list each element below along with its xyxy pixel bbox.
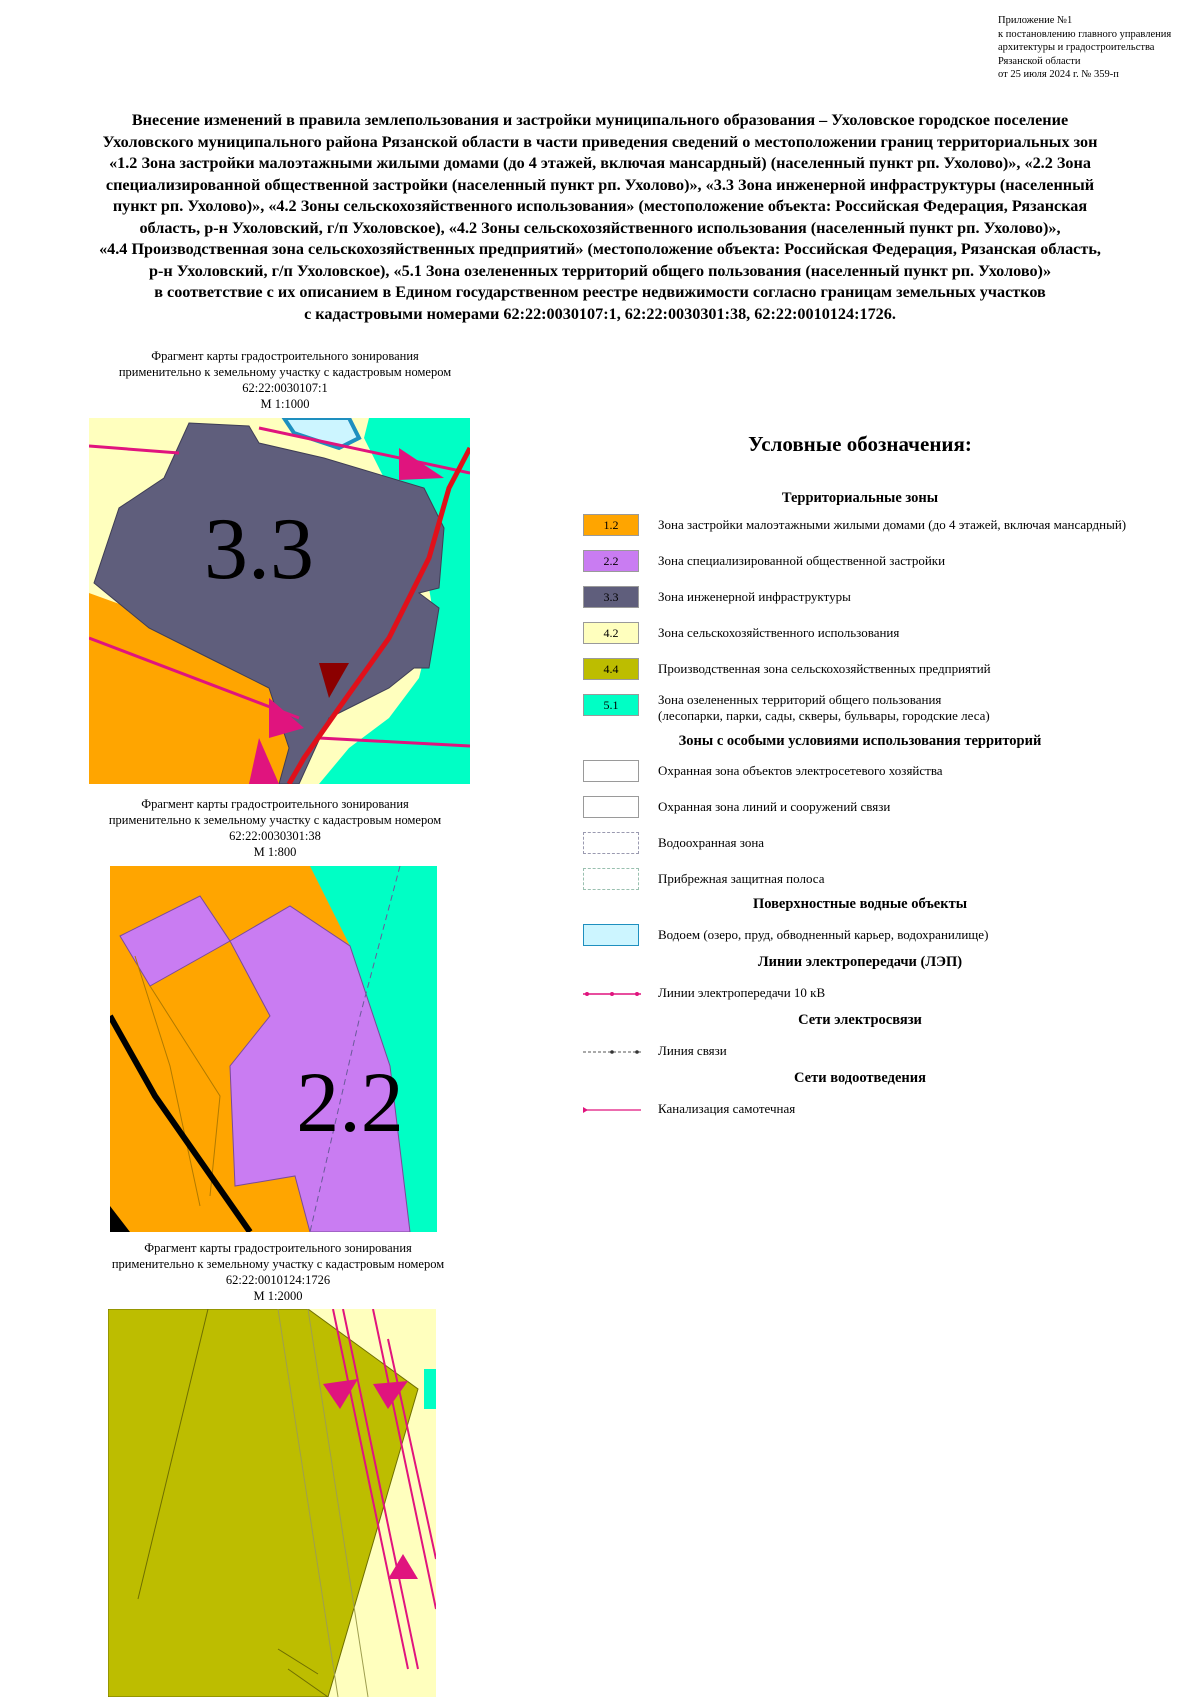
caption-line: Фрагмент карты градостроительного зонирования xyxy=(151,349,419,363)
zoning-map-fragment-3 xyxy=(108,1309,436,1697)
telecom-line-symbol xyxy=(583,1048,641,1056)
appendix-line: Приложение №1 xyxy=(998,15,1073,26)
appendix-line: к постановлению главного управления xyxy=(998,28,1172,40)
caption-scale: М 1:2000 xyxy=(253,1289,303,1303)
caption-scale: М 1:1000 xyxy=(260,397,310,411)
legend-label: Линия связи xyxy=(658,1043,727,1058)
title-line: р-н Ухоловский, г/п Ухоловское), «5.1 Зона озелененных территорий общего пользования (населенный пункт рп. Ухолово)» xyxy=(148,261,1052,280)
legend-item-zone-4-4 xyxy=(583,658,1183,684)
legend-swatch xyxy=(583,796,639,818)
legend-item-telecom-line xyxy=(583,1040,1183,1066)
title-line: «4.4 Производственная зона сельскохозяйственных предприятий» (местоположение объекта: Российская Федерация, Рязанская область, xyxy=(99,240,1101,258)
document-title xyxy=(40,110,1160,325)
legend-label: Зона инженерной инфраструктуры xyxy=(658,589,851,604)
caption-cadastral: 62:22:0030301:38 xyxy=(229,829,321,843)
title-line: пункт рп. Ухолово)», «4.2 Зоны сельскохозяйственного использования» (местоположение объекта: Российская Федерация, Рязанская xyxy=(112,197,1088,215)
fragment-caption-1 xyxy=(75,348,495,412)
caption-line: применительно к земельному участку с кадастровым номером xyxy=(111,1257,445,1271)
zoning-map-fragment-2 xyxy=(110,866,437,1232)
legend-label: Охранная зона объектов электросетевого хозяйства xyxy=(658,763,943,778)
zone-label-2-2: 2.2 xyxy=(296,1054,404,1150)
zoning-map-fragment-1 xyxy=(89,418,470,784)
caption-cadastral: 62:22:0010124:1726 xyxy=(225,1273,331,1287)
fragment-caption-3 xyxy=(68,1240,488,1304)
zone-label-3-3: 3.3 xyxy=(204,501,314,598)
legend-label: Линии электропередачи 10 кВ xyxy=(658,985,826,1000)
legend-label xyxy=(658,692,990,724)
caption-line: Фрагмент карты градостроительного зонирования xyxy=(141,797,409,811)
legend-label-line: Зона озелененных территорий общего пользования xyxy=(658,692,942,707)
legend-swatch xyxy=(583,760,639,782)
legend-label: Зона специализированной общественной застройки xyxy=(658,553,946,568)
map-1-svg xyxy=(89,418,470,784)
legend-item-telecom-protection-zone xyxy=(583,796,1183,822)
legend-label: Водоем (озеро, пруд, обводненный карьер, водохранилище) xyxy=(658,927,989,942)
legend-label: Зона застройки малоэтажными жилыми домами (до 4 этажей, включая мансардный) xyxy=(658,517,1127,532)
appendix-line: архитектуры и градостроительства xyxy=(998,42,1155,53)
legend-section-water: Поверхностные водные объекты xyxy=(752,896,968,912)
legend-item-zone-2-2 xyxy=(583,550,1183,576)
fragment-caption-2 xyxy=(65,796,485,860)
legend-section-power: Линии электропередачи (ЛЭП) xyxy=(757,954,963,970)
legend-item-zone-3-3 xyxy=(583,586,1183,612)
legend-item-coastal-strip xyxy=(583,868,1183,894)
title-line: с кадастровыми номерами 62:22:0030107:1, 62:22:0030301:38, 62:22:0010124:1726. xyxy=(304,304,896,323)
legend-swatch xyxy=(583,832,639,854)
legend-item-zone-1-2 xyxy=(583,514,1183,540)
appendix-line: от 25 июля 2024 г. № 359-п xyxy=(998,69,1119,80)
legend-item-zone-5-1 xyxy=(583,694,1183,730)
legend-swatch: 4.4 xyxy=(583,658,639,680)
legend-swatch: 5.1 xyxy=(583,694,639,716)
caption-line: применительно к земельному участку с кадастровым номером xyxy=(118,365,452,379)
legend-label: Производственная зона сельскохозяйственных предприятий xyxy=(658,661,991,676)
map-2-svg xyxy=(110,866,437,1232)
legend-title: Условные обозначения: xyxy=(748,432,972,456)
legend-swatch: 1.2 xyxy=(583,514,639,536)
legend-label: Зона сельскохозяйственного использования xyxy=(658,625,900,640)
legend-label: Канализация самотечная xyxy=(658,1101,796,1116)
legend-item-water-protection-zone xyxy=(583,832,1183,858)
power-line-symbol xyxy=(583,990,641,998)
legend-swatch xyxy=(583,868,639,890)
legend-item-power-line xyxy=(583,982,1183,1008)
title-line: «1.2 Зона застройки малоэтажными жилыми домами (до 4 этажей, включая мансардный) (населенный пункт рп. Ухолово)», «2.2 Зона xyxy=(109,154,1091,172)
legend-swatch: 4.2 xyxy=(583,622,639,644)
legend-section-sewer: Сети водоотведения xyxy=(794,1070,926,1086)
legend-label: Прибрежная защитная полоса xyxy=(658,871,825,886)
legend-label: Охранная зона линий и сооружений связи xyxy=(658,799,891,814)
caption-line: применительно к земельному участку с кадастровым номером xyxy=(108,813,442,827)
legend-section-territorial: Территориальные зоны xyxy=(781,490,939,506)
map-3-svg xyxy=(108,1309,436,1697)
title-line: Ухоловского муниципального района Рязанской области в части приведения сведений о местоположении границ территориальных зон xyxy=(102,132,1098,151)
legend-item-sewer-line xyxy=(583,1098,1183,1124)
legend-item-water-body xyxy=(583,924,1183,950)
appendix-line: Рязанской области xyxy=(998,55,1081,67)
legend-label-line: (лесопарки, парки, сады, скверы, бульвары, городские леса) xyxy=(658,708,990,723)
legend-item-zone-4-2 xyxy=(583,622,1183,648)
title-line: область, р-н Ухоловский, г/п Ухоловское), «4.2 Зоны сельскохозяйственного использования (населенный пункт рп. Ухолово)», xyxy=(139,218,1061,237)
caption-line: Фрагмент карты градостроительного зонирования xyxy=(144,1241,412,1255)
legend-swatch: 2.2 xyxy=(583,550,639,572)
caption-scale: М 1:800 xyxy=(253,845,297,859)
title-line: в соответствие с их описанием в Едином государственном реестре недвижимости согласно границам земельных участков xyxy=(154,283,1046,301)
legend-swatch: 3.3 xyxy=(583,586,639,608)
title-line: специализированной общественной застройки (населенный пункт рп. Ухолово)», «3.3 Зона инженерной инфраструктуры (населенный xyxy=(105,175,1095,194)
legend-swatch xyxy=(583,924,639,946)
legend-label: Водоохранная зона xyxy=(658,835,765,850)
legend-item-power-protection-zone xyxy=(583,760,1183,786)
legend-section-special: Зоны с особыми условиями использования территорий xyxy=(678,733,1042,749)
legend-section-telecom: Сети электросвязи xyxy=(798,1012,922,1028)
appendix-header xyxy=(998,14,1198,82)
sewer-line-symbol xyxy=(583,1106,641,1114)
caption-cadastral: 62:22:0030107:1 xyxy=(242,381,328,395)
title-line: Внесение изменений в правила землепользования и застройки муниципального образования – Ухоловское городское поселение xyxy=(131,111,1069,129)
